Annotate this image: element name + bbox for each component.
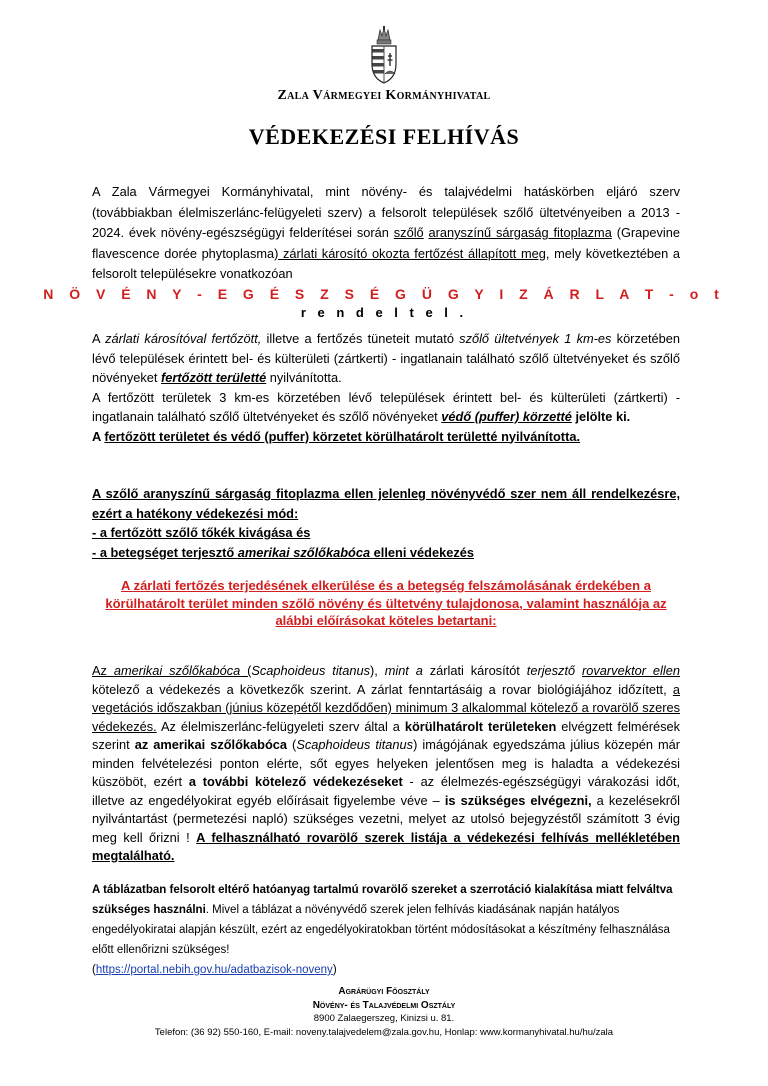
- intro-highlight: szőlő: [393, 225, 424, 240]
- control-method-paragraph: [92, 484, 680, 562]
- infected-text: illetve a fertőzés tüneteit mutató: [261, 331, 460, 346]
- buffer-highlight: védő (puffer) körzetté: [441, 409, 572, 424]
- vector-highlight: A felhasználható rovarölő szerek listája a védekezési felhívás mellékletében megtalálható.: [92, 829, 680, 863]
- method-item: - a fertőzött szőlő tőkék kivágása és: [92, 525, 311, 540]
- method-item: - a betegséget terjesztő: [92, 544, 238, 560]
- warning-notice: A zárlati fertőzés terjedésének elkerülése és a betegség felszámolásának érdekében a körülhatárolt terület minden szőlő növény és ültetvény tulajdonosa, valamint használója az alábbi előírásokat köteles betartani:: [105, 578, 667, 628]
- infected-text: szőlő ültetvények 1 km-es: [459, 331, 612, 346]
- vector-text: Az élelmiszerlánc-felügyeleti szerv által a: [156, 718, 405, 734]
- page-title: VÉDEKEZÉSI FELHÍVÁS: [248, 124, 520, 149]
- intro-text: , mely következtében a felsorolt településekre vonatkozóan: [92, 245, 680, 281]
- vector-control-paragraph: [92, 662, 680, 866]
- vector-text: Az: [92, 663, 114, 678]
- vector-text: ) imágójának egyedszáma július közepén már minden felvételezési ponton elérte, sőt egyes helyeken jelentősen meg is haladta a védekezési küszöböt, ezért: [92, 737, 681, 789]
- quarantine-heading: N Ö V É N Y - E G É S Z S É G Ü G Y I Z Á R L A T - o t: [43, 286, 725, 302]
- rotation-text: ): [332, 964, 337, 976]
- infected-text: zárlati károsítóval fertőzött,: [105, 331, 262, 346]
- vector-text: amerikai szőlőkabóca: [113, 663, 241, 678]
- footer-address: 8900 Zalaegerszeg, Kinizsi u. 81.: [313, 1013, 455, 1024]
- coat-of-arms-icon: [367, 26, 401, 84]
- footer-contact: Telefon: (36 92) 550-160, E-mail: noveny.talajvedelem@zala.gov.hu, Honlap: www.kormanyhivatal.hu/hu/zala: [154, 1026, 614, 1038]
- infected-highlight: fertőzött területté: [161, 370, 267, 385]
- vector-text: a kezelésekről nyilvántartást (permetezési napló) szükséges vezetni, melyet az utolsó bejegyzéstől számított 3 évig meg kell őrizni !: [92, 792, 680, 845]
- infected-text: körzetében lévő települések érintett bel- és külterületi (zártkerti) - ingatlanain található szőlő ültetvényeket és szőlő növényeket: [92, 331, 680, 385]
- buffer-text: A fertőzött területek 3 km-es körzetében lévő települések érintett bel- és külterületi (zártkerti) - ingatlanain található szőlő ültetvényeket és szőlő növényeket: [92, 389, 680, 424]
- office-name: Zala Vármegyei Kormányhivatal: [277, 88, 491, 103]
- rotation-text: A táblázatban felsorolt eltérő hatóanyag tartalmú rovarölő szereket a szerrotáció kialakítása miatt felváltva szükséges használni: [92, 884, 673, 916]
- delimited-highlight: fertőzött területet és védő (puffer) körzetet körülhatárolt területté nyilvánította.: [104, 428, 581, 444]
- buffer-text: jelölte ki.: [571, 409, 631, 424]
- vector-text: zárlati károsítót: [422, 663, 527, 678]
- footer: [0, 985, 768, 1039]
- vector-text: terjesztő: [526, 663, 576, 678]
- vector-text: az amerikai szőlőkabóca: [134, 737, 288, 752]
- vector-text: Scaphoideus titanus: [296, 737, 414, 752]
- rotation-paragraph: [92, 880, 680, 980]
- intro-text: A Zala Vármegyei Kormányhivatal, mint növény- és talajvédelmi hatáskörben eljáró szerv (továbbiakban élelmiszerlánc-felügyeleti szerv) a felsorolt települések szőlő ültetvényeiben a 2013 - 2024. évek növény-egészségügyi felderítései során: [92, 184, 680, 240]
- rotation-text: . Mivel a táblázat a növényvédő szerek jelen felhívás kiadásának napján hatályos engedélyokiratai alapján készült, ezért az engedélyokiratokban történt módosításokat a készítmény felhasználása előtt ellenőrizni szükséges!: [92, 904, 670, 956]
- method-intro: A szőlő aranyszínű sárgaság fitoplazma ellen jelenleg növényvédő szer nem áll rendelkezésre, ezért a hatékony védekezési mód:: [92, 486, 680, 521]
- database-link[interactable]: https://portal.nebih.gov.hu/adatbazisok-noveny: [95, 964, 333, 976]
- vector-text: [575, 663, 582, 678]
- ordered-text: r e n d e l t e l .: [300, 305, 468, 320]
- infected-text: nyilvánította.: [266, 370, 342, 385]
- vector-text: is szükséges elvégezni,: [444, 792, 592, 808]
- intro-text: ): [274, 245, 284, 261]
- infected-area-paragraph: [92, 329, 680, 446]
- vector-text: rovarvektor ellen: [582, 663, 680, 678]
- intro-highlight: aranyszínű sárgaság fitoplazma: [428, 225, 612, 240]
- delimited-text: A: [92, 428, 105, 444]
- vector-highlight: a vegetációs időszakban (június közepétől kezdődően) minimum 3 alkalommal kötelező a rovarölő szeres védekezés.: [92, 681, 680, 734]
- intro-text: (Grapevine flavescence dorée phytoplasma: [92, 225, 680, 261]
- vector-text: mint a: [384, 663, 423, 678]
- vector-text: (: [287, 737, 297, 752]
- footer-division: Növény- és Talajvédelmi Osztály: [312, 999, 456, 1011]
- vector-text: a további kötelező védekezéseket: [188, 774, 403, 789]
- vector-text: Scaphoideus titanus: [251, 663, 370, 678]
- method-item: amerikai szőlőkabóca: [237, 544, 371, 560]
- vector-text: ),: [369, 663, 385, 678]
- vector-text: kötelező a védekezés a következők szerint. A zárlat fenntartásáig a rovar biológiájához időzített,: [92, 681, 673, 697]
- infected-text: A: [92, 331, 106, 346]
- vector-text: elvégzett felmérések szerint: [92, 718, 680, 752]
- intro-highlight: zárlati károsító okozta fertőzést állapított meg: [283, 245, 546, 261]
- footer-department: Agrárügyi Főosztály: [338, 986, 430, 997]
- method-item: elleni védekezés: [370, 544, 474, 560]
- vector-text: körülhatárolt területeken: [404, 718, 557, 734]
- vector-text: - az élelmezés-egészségügyi várakozási időt, illetve az engedélyokirat egyéb előírásait figyelembe véve –: [92, 774, 680, 808]
- rotation-text: (: [92, 964, 96, 976]
- intro-paragraph: [92, 182, 680, 285]
- vector-text: (: [240, 663, 252, 678]
